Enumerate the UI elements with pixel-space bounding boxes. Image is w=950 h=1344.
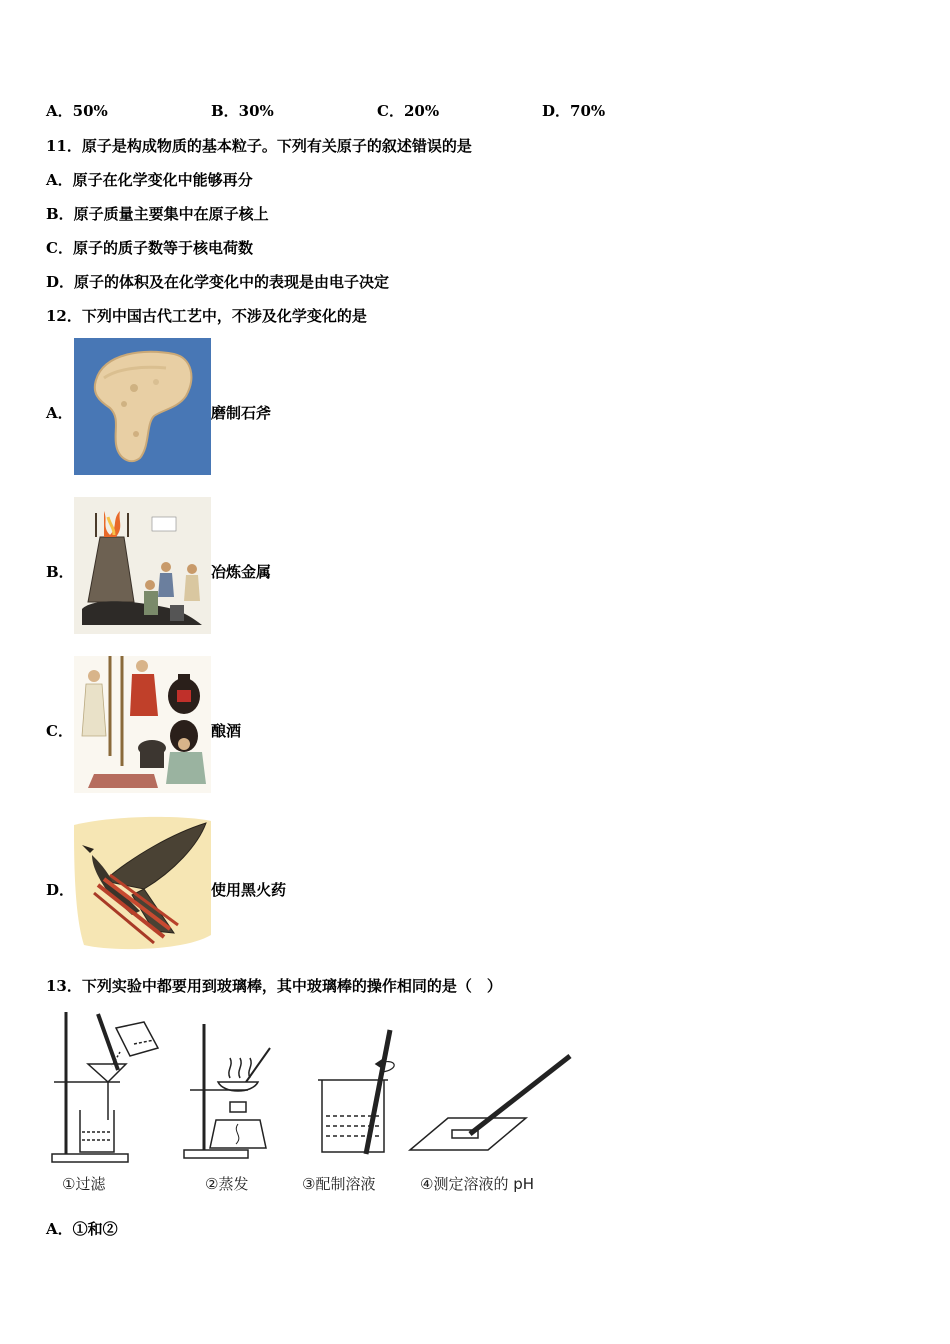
stirring-apparatus (318, 1030, 394, 1154)
stone-axe-image (74, 338, 211, 475)
q12-option-d (46, 815, 346, 952)
q12-option-b (46, 497, 346, 634)
q13-figure (40, 1008, 600, 1168)
q12-option-a (46, 338, 346, 475)
q13-caption-1: ①过滤 (62, 1175, 106, 1193)
q12-option-a-letter: A． (46, 404, 73, 422)
q12-option-c-letter: C． (46, 722, 73, 740)
q10-option-a: A．50% (46, 102, 108, 120)
q12-option-a-caption: 磨制石斧 (211, 404, 272, 422)
q11-option-a: A．原子在化学变化中能够再分 (46, 171, 253, 189)
q13-caption-4: ④测定溶液的 pH (420, 1175, 535, 1193)
q11-stem: 11．原子是构成物质的基本粒子。下列有关原子的叙述错误的是 (46, 137, 472, 155)
q10-option-c: C．20% (377, 102, 440, 120)
q11-option-c: C．原子的质子数等于核电荷数 (46, 239, 253, 257)
q12-option-d-letter: D． (46, 881, 75, 899)
q12-option-b-caption: 冶炼金属 (211, 563, 272, 581)
q12-stem: 12．下列中国古代工艺中，不涉及化学变化的是 (46, 307, 367, 325)
q12-option-b-letter: B． (46, 563, 74, 581)
ph-test-apparatus (410, 1056, 570, 1150)
evaporation-apparatus (184, 1024, 270, 1158)
q13-option-a: A．①和② (46, 1220, 118, 1238)
q10-option-b: B．30% (211, 102, 274, 120)
gunpowder-rocket-image (74, 815, 211, 952)
q13-stem: 13．下列实验中都要用到玻璃棒，其中玻璃棒的操作相同的是（ ） (46, 977, 502, 995)
brewing-illustration (74, 656, 211, 793)
q11-option-d: D．原子的体积及在化学变化中的表现是由电子决定 (46, 273, 390, 291)
q12-option-c-caption: 酿酒 (211, 722, 242, 740)
q12-option-d-caption: 使用黑火药 (211, 881, 287, 899)
filtration-apparatus (52, 1012, 158, 1162)
q12-option-c (46, 656, 346, 793)
q13-caption-3: ③配制溶液 (302, 1175, 376, 1193)
q13-caption-2: ②蒸发 (205, 1175, 249, 1193)
q11-option-b: B．原子质量主要集中在原子核上 (46, 205, 269, 223)
q10-option-d: D．70% (542, 102, 606, 120)
smelting-illustration (74, 497, 211, 634)
